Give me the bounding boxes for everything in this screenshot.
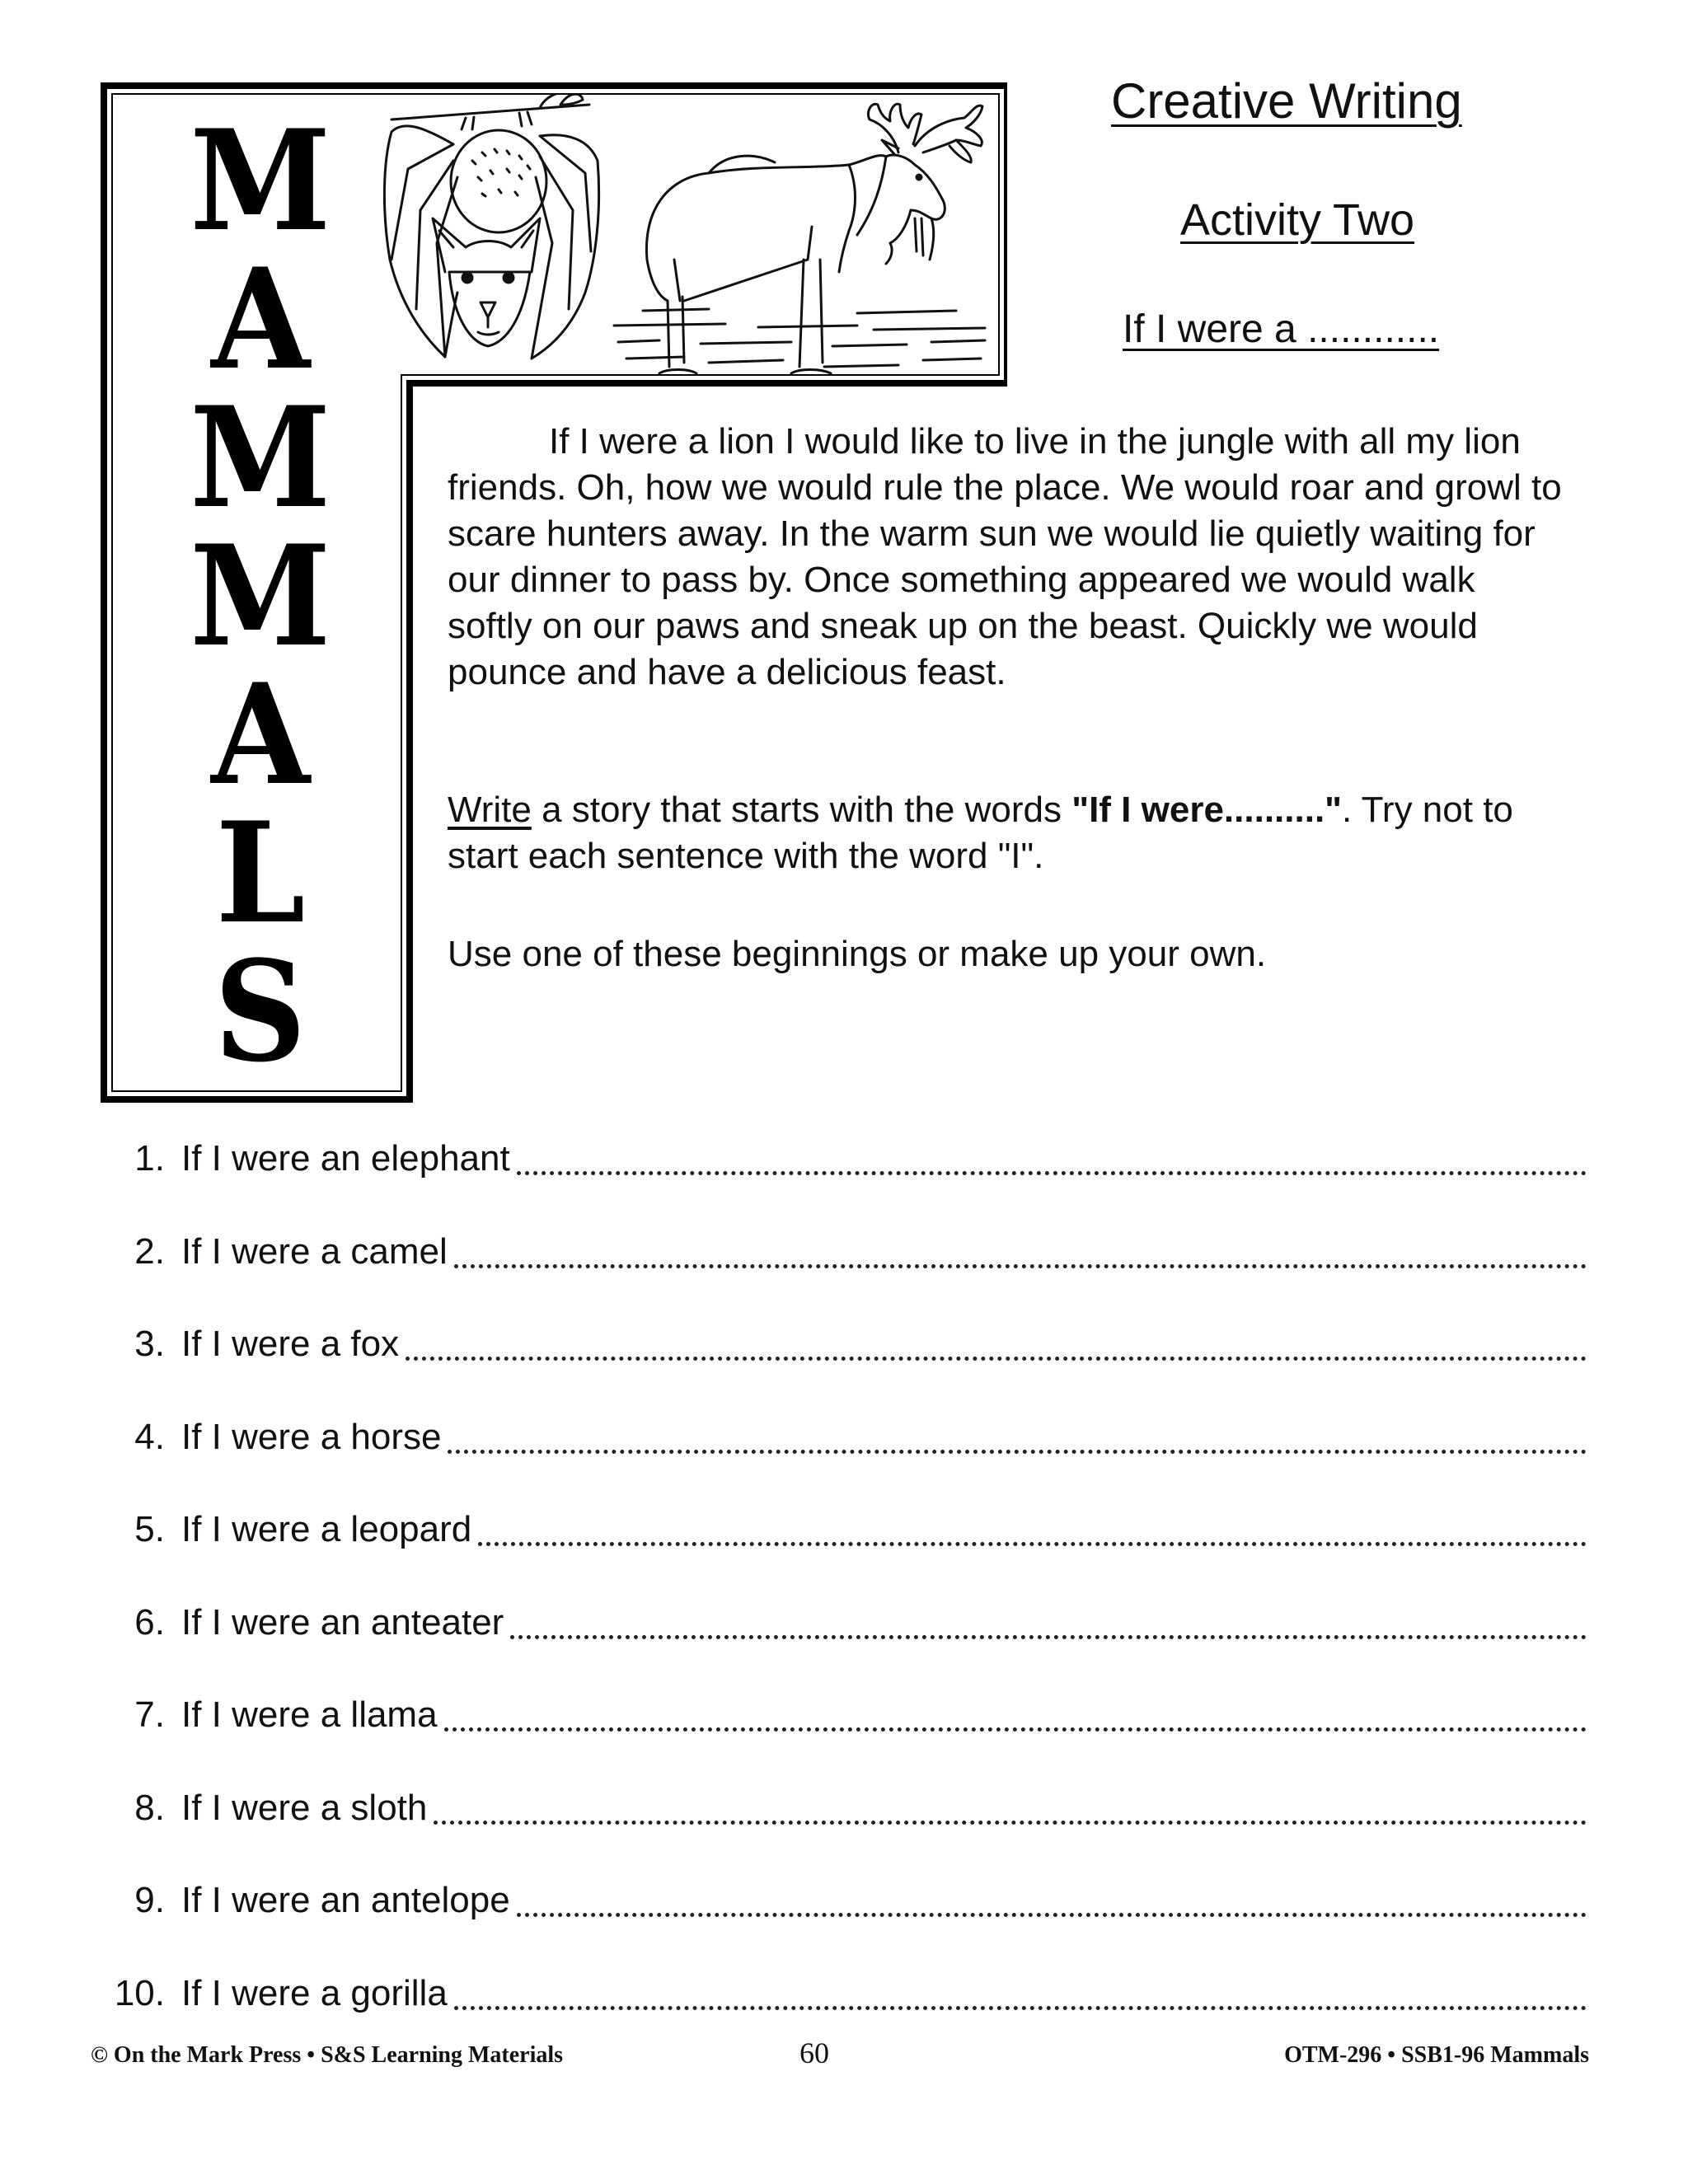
prompt-text: If I were a leopard bbox=[181, 1509, 472, 1550]
prompt-number: 6. bbox=[134, 1601, 165, 1643]
list-item bbox=[91, 1391, 1587, 1484]
prompt-number: 9. bbox=[134, 1880, 165, 1921]
prompt-text: If I were an antelope bbox=[181, 1880, 510, 1921]
prompt-text: If I were a camel bbox=[181, 1230, 448, 1272]
writing-instruction bbox=[448, 787, 1577, 879]
list-item bbox=[91, 1113, 1587, 1206]
prompt-text: If I were a llama bbox=[181, 1694, 438, 1736]
prompt-number: 5. bbox=[134, 1509, 165, 1550]
writing-line[interactable] bbox=[454, 1232, 1587, 1268]
list-item bbox=[91, 1669, 1587, 1762]
prompt-list bbox=[91, 1113, 1587, 2040]
instruction-text-after: . Try not to start each sentence with the word "I". bbox=[448, 790, 1513, 876]
writing-line[interactable] bbox=[510, 1603, 1587, 1639]
prompt-text: If I were a horse bbox=[181, 1416, 442, 1457]
writing-line[interactable] bbox=[478, 1510, 1587, 1546]
prompt-number: 8. bbox=[134, 1787, 165, 1828]
writing-line[interactable] bbox=[448, 1418, 1587, 1454]
list-item bbox=[91, 1483, 1587, 1577]
banner-letter: A bbox=[210, 237, 309, 401]
banner-letter: M bbox=[190, 99, 330, 262]
banner-letter: M bbox=[190, 514, 330, 677]
prompt-text: If I were an anteater bbox=[181, 1601, 504, 1643]
list-item bbox=[91, 1854, 1587, 1947]
instruction-quote: "If I were.........." bbox=[1071, 790, 1343, 830]
example-story: If I were a lion I would like to live in the jungle with all my lion friends. Oh, how we would rule the place. We would roar and growl to scare hunters away. In the warm sun we would lie quietly waiting for our dinner to pass by. Once something appeared we would walk softly on our paws and sneak up on the beast. Quickly we would pounce and have a delicious feast. bbox=[448, 421, 1562, 692]
mammals-banner bbox=[185, 99, 334, 1093]
activity-subtitle: Activity Two bbox=[1180, 195, 1415, 245]
page-number: 60 bbox=[799, 2036, 829, 2069]
prompt-number: 10. bbox=[114, 1972, 165, 2013]
prompt-number: 4. bbox=[134, 1416, 165, 1457]
writing-line[interactable] bbox=[444, 1695, 1587, 1732]
banner-letter: S bbox=[214, 930, 305, 1093]
prompt-number: 2. bbox=[134, 1230, 165, 1272]
prompt-text: If I were a gorilla bbox=[181, 1972, 448, 2013]
bat-illustration bbox=[375, 95, 606, 367]
prompt-text: If I were a sloth bbox=[181, 1787, 428, 1828]
list-item bbox=[91, 1947, 1587, 2041]
list-item bbox=[91, 1298, 1587, 1391]
prompt-number: 1. bbox=[134, 1138, 165, 1179]
prompt-text: If I were a fox bbox=[181, 1324, 400, 1365]
footer-product-code: OTM-296 • SSB1-96 Mammals bbox=[1284, 2042, 1589, 2068]
prompt-heading: If I were a ............ bbox=[1123, 307, 1440, 351]
beginnings-instruction: Use one of these beginnings or make up your own. bbox=[448, 934, 1267, 974]
moose-illustration bbox=[610, 95, 989, 383]
writing-line[interactable] bbox=[517, 1881, 1587, 1917]
prompt-text: If I were an elephant bbox=[181, 1138, 510, 1179]
page-title: Creative Writing bbox=[1111, 73, 1462, 129]
writing-line[interactable] bbox=[434, 1788, 1587, 1825]
prompt-number: 7. bbox=[134, 1694, 165, 1736]
writing-line[interactable] bbox=[517, 1139, 1587, 1175]
list-item bbox=[91, 1577, 1587, 1670]
instruction-text-before: a story that starts with the words bbox=[531, 790, 1072, 830]
footer-copyright: © On the Mark Press • S&S Learning Materials bbox=[91, 2042, 564, 2068]
prompt-number: 3. bbox=[134, 1324, 165, 1365]
banner-letter: A bbox=[210, 653, 309, 816]
list-item bbox=[91, 1206, 1587, 1299]
write-keyword: Write bbox=[448, 790, 532, 830]
writing-line[interactable] bbox=[406, 1324, 1587, 1361]
list-item bbox=[91, 1762, 1587, 1855]
writing-line[interactable] bbox=[454, 1974, 1587, 2010]
banner-letter: M bbox=[190, 376, 330, 539]
banner-letter: L bbox=[215, 791, 304, 954]
